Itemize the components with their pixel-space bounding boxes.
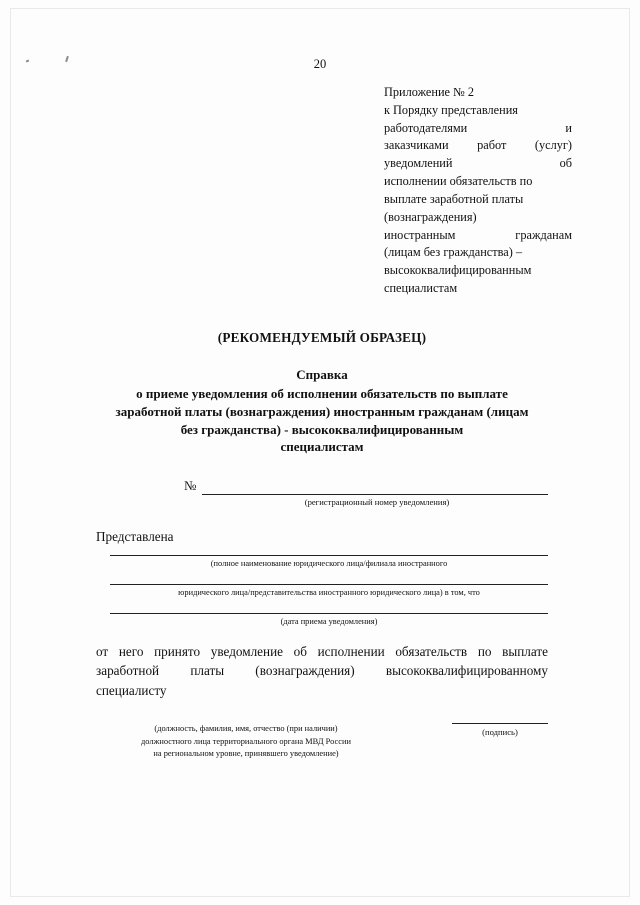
body-line: специалисту xyxy=(96,683,167,699)
appendix-reference-block xyxy=(384,84,572,298)
title-line: заработной платы (вознаграждения) иностранным гражданам (лицам xyxy=(115,404,529,420)
appendix-line: высококвалифицированным xyxy=(384,263,532,278)
acceptance-date-caption: (дата приема уведомления) xyxy=(280,616,378,626)
title-line: без гражданства) - высококвалифицированным xyxy=(180,421,464,437)
appendix-line: специалистам xyxy=(384,281,458,296)
signatory-caption xyxy=(96,723,396,761)
title-word: Справка xyxy=(296,366,348,382)
signatory-caption-line: (должность, фамилия, имя, отчество (при наличии) xyxy=(154,724,338,734)
body-line: заработной платы (вознаграждения) высококвалифицированному xyxy=(96,663,548,679)
registration-number-row xyxy=(96,478,548,495)
organization-name-caption-1: (полное наименование юридического лица/филиала иностранного xyxy=(210,558,448,568)
signatory-caption-line: должностного лица территориального органа МВД России xyxy=(141,736,351,746)
appendix-line: выплате заработной платы xyxy=(384,191,524,206)
appendix-line: исполнении обязательств по xyxy=(384,174,533,189)
body-line: от него принято уведомление об исполнении обязательств по выплате xyxy=(96,643,548,659)
appendix-line: иностранным гражданам xyxy=(384,227,572,242)
title-line: специалистам xyxy=(280,439,364,455)
appendix-line: Приложение № 2 xyxy=(384,85,475,99)
appendix-line: (вознаграждения) xyxy=(384,209,477,224)
organization-name-caption-2: юридического лица/представительства иностранного юридического лица) в том, что xyxy=(178,587,480,597)
appendix-line: к Порядку представления xyxy=(384,102,518,117)
document-title xyxy=(96,366,548,456)
signature-block xyxy=(96,723,548,761)
appendix-line: уведомлений об xyxy=(384,156,572,171)
acceptance-date-field[interactable] xyxy=(110,613,548,614)
sample-label: (РЕКОМЕНДУЕМЫЙ ОБРАЗЕЦ) xyxy=(217,329,427,345)
document-body xyxy=(96,84,572,761)
presented-label: Представлена xyxy=(96,528,174,544)
appendix-line: (лицам без гражданства) – xyxy=(384,245,523,260)
registration-number-field[interactable] xyxy=(202,480,548,495)
signature-caption: (подпись) xyxy=(482,727,518,738)
number-sign-label: № xyxy=(184,477,197,493)
page-number: 20 xyxy=(313,57,327,71)
registration-number-caption: (регистрационный номер уведомления) xyxy=(304,496,450,507)
signature-field-group xyxy=(452,723,548,737)
appendix-line: заказчиками работ (услуг) xyxy=(384,138,572,153)
signature-field[interactable] xyxy=(452,723,548,724)
organization-name-field-2[interactable] xyxy=(110,584,548,585)
signatory-caption-line: на региональном уровне, принявшего уведомление) xyxy=(153,749,339,759)
appendix-line: работодателями и xyxy=(384,120,572,135)
body-paragraph xyxy=(96,642,548,701)
organization-name-field[interactable] xyxy=(110,555,548,556)
title-line: о приеме уведомления об исполнении обязательств по выплате xyxy=(136,386,508,402)
